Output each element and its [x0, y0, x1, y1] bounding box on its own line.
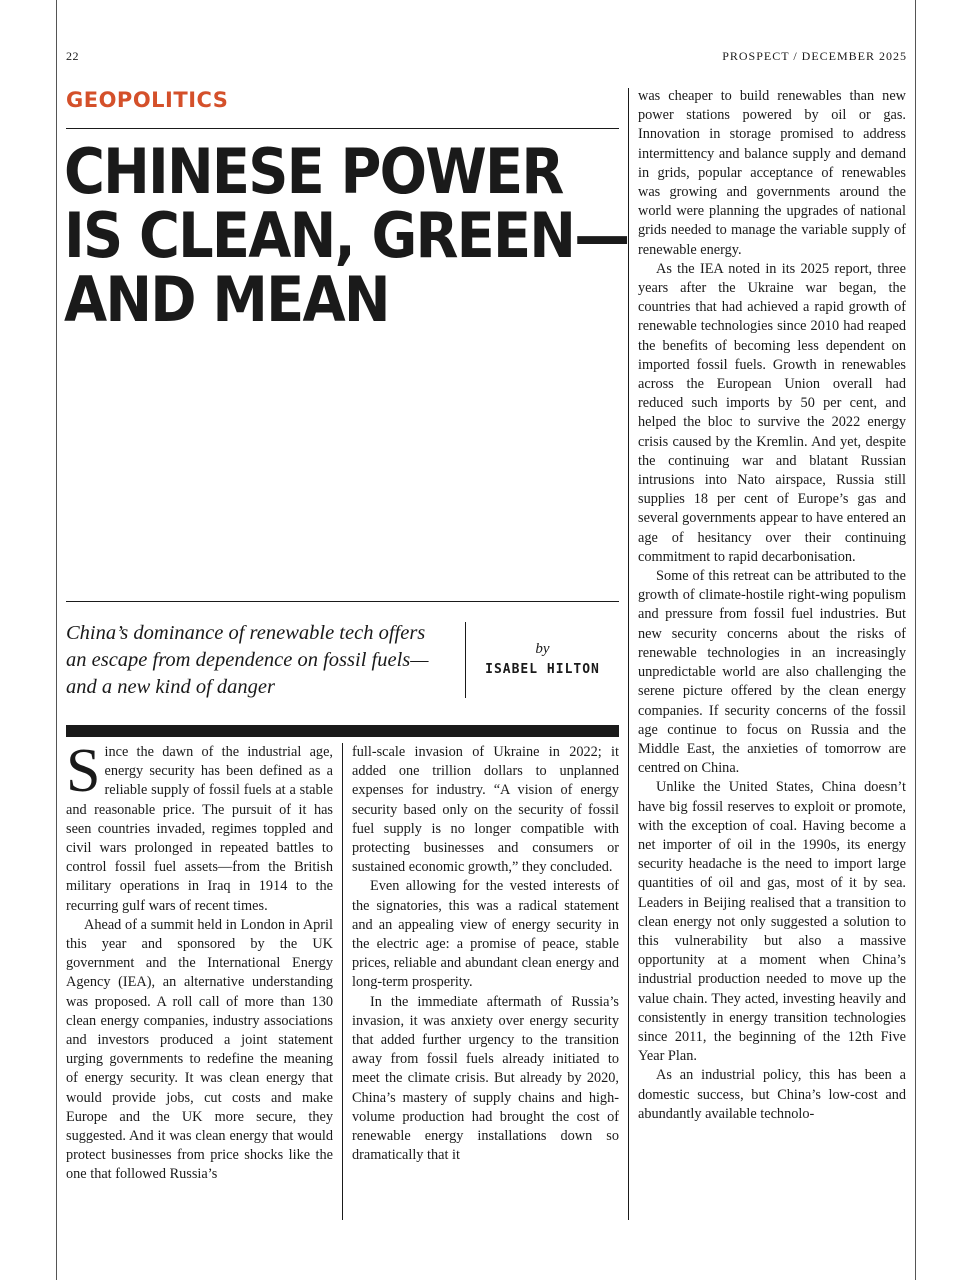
column-rule	[342, 743, 343, 1220]
standfirst-rule	[66, 601, 619, 602]
article-start-bar	[66, 725, 619, 737]
body-paragraph: As the IEA noted in its 2025 report, three years after the Ukraine war began, the countries that had achieved a rapid growth of renewable technologies since 2010 had reaped the benefits of becoming less dependent on imported fossil fuels. Growth in renewables across the European Union overall had reduced such imports by 50 per cent, and helped the bloc to survive the 2022 energy crisis caused by the Kremlin. And yet, despite the continuing war and blatant Russian intrusions into Nato airspace, Russia still supplies 18 per cent of Europe’s gas and several governments appear to have entered an age of hesitancy over their continuing commitment to rapid decarbonisation.	[638, 260, 906, 565]
body-paragraph: Unlike the United States, China doesn’t have big fossil reserves to exploit or promote, with the exception of coal. Having become a net importer of oil in the 1990s, its energy security headache is the need to import large quantities of oil and gas, most of it by sea. Leaders in Beijing realised that a transition to clean energy not only suggested a solution to this vulnerability but also a massive opportunity at a moment when China’s industrial production needed to move up the value chain. They acted, investing heavily and consistently in energy transition technologies since 2011, the beginning of the 12th Five Year Plan.	[638, 779, 906, 1065]
page-number: 22	[66, 49, 79, 63]
body-paragraph: was cheaper to build renewables than new power stations powered by oil or gas. Innovation in storage promised to address intermittency and balance supply and demand in grids, popular acceptance of renewables was growing and governments around the world were planning the upgrades of national grids needed to manage the variable supply of renewable energy.	[638, 88, 906, 258]
body-column-2	[352, 743, 619, 1223]
body-paragraph: As an industrial policy, this has been a domestic success, but China’s low-cost and abundantly available technolo-	[638, 1067, 906, 1122]
body-paragraph: Some of this retreat can be attributed to the growth of climate-hostile right-wing populism and pressure from fossil fuel industries. But new security concerns about the risks of renewable technologies in an increasingly unpredictable world are also challenging the serene picture offered by the clean energy companies. If security concerns of the fossil age continue to focus on Russia and the Middle East, the anxieties of tomorrow are centred on China.	[638, 568, 906, 777]
body-paragraph: full-scale invasion of Ukraine in 2022; it added one trillion dollars to unplanned expenses for industry. “A vision of energy security based only on the security of fossil fuel supply is no longer compatible with protecting businesses and consumers or sustained economic growth,” they concluded.	[352, 744, 619, 876]
publication-folio: PROSPECT / DECEMBER 2025	[722, 49, 907, 63]
byline-divider	[465, 622, 466, 698]
body-paragraph: In the immediate aftermath of Russia’s invasion, it was anxiety over energy security that added further urgency to the transition away from fossil fuels already initiated to meet the climate crisis. But already by 2020, China’s mastery of supply chains and high-volume production had brought the cost of renewable energy installations down so dramatically that it	[352, 993, 619, 1164]
body-column-1	[66, 743, 333, 1223]
byline-by: by	[535, 641, 550, 657]
body-paragraph: Ahead of a summit held in London in April this year and sponsored by the UK government and the International Energy Agency (IEA), an alternative understanding was proposed. A roll call of more than 130 clean energy companies, industry associations and investors produced a joint statement urging governments to redefine the meaning of energy security. It was clean energy that would provide jobs, cut costs and make Europe and the UK more secure, they suggested. And it was clean energy that would protect businesses from price shocks like the one that followed Russia’s	[66, 916, 333, 1183]
drop-cap: S	[66, 743, 101, 805]
section-label: GEOPOLITICS	[66, 88, 229, 112]
body-paragraph: Even allowing for the vested interests of the signatories, this was a radical statement and an appealing view of energy security in the electric age: a promise of peace, stable prices, reliable and abundant clean energy and long-term prosperity.	[352, 878, 619, 991]
headline-line-1: CHINESE POWER	[64, 135, 563, 208]
body-column-3	[638, 87, 906, 1223]
standfirst	[66, 620, 461, 701]
standfirst-line-1: China’s dominance of renewable tech offers	[66, 622, 426, 644]
column-rule	[628, 88, 629, 1220]
body-paragraph: Since the dawn of the industrial age, energy security has been defined as a reliable supply of fossil fuels at a stable and reasonable price. The pursuit of it has seen countries invaded, regimes toppled and civil wars prolonged in repeated battles to control fossil fuel assets—from the British military operations in Iraq in 1914 to the recurring gulf wars of recent times.	[66, 743, 333, 914]
section-rule	[66, 128, 619, 129]
page-edge-right	[915, 0, 916, 1280]
standfirst-line-2: an escape from dependence on fossil fuels—	[66, 649, 429, 671]
headline-line-2: IS CLEAN, GREEN—	[64, 199, 629, 272]
standfirst-line-3: and a new kind of danger	[66, 676, 275, 698]
byline-author: ISABEL HILTON	[485, 662, 600, 677]
headline	[64, 135, 629, 336]
page-edge-left	[56, 0, 57, 1280]
headline-line-3: AND MEAN	[64, 263, 389, 336]
